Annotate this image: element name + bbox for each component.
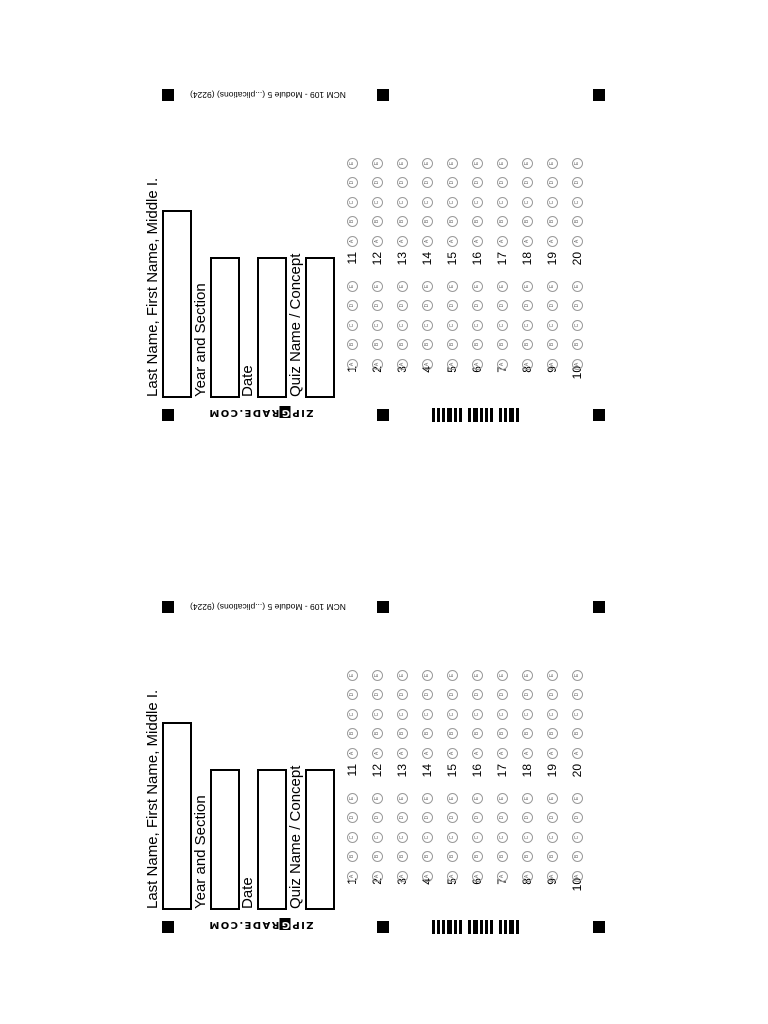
- answer-bubble-e[interactable]: E: [522, 793, 533, 804]
- answer-bubble-b[interactable]: B: [522, 339, 533, 350]
- question-number: 12: [370, 764, 384, 778]
- answer-bubble-a[interactable]: A: [422, 359, 433, 370]
- answer-bubble-d[interactable]: D: [472, 812, 483, 823]
- answer-bubble-a[interactable]: A: [497, 236, 508, 247]
- answer-bubble-a[interactable]: A: [547, 748, 558, 759]
- alignment-marker: [593, 601, 605, 613]
- question-number: 1: [345, 366, 359, 373]
- answer-bubble-c[interactable]: C: [372, 197, 383, 208]
- answer-bubble-d[interactable]: D: [472, 689, 483, 700]
- name-box[interactable]: [162, 722, 192, 910]
- answer-bubble-e[interactable]: E: [397, 793, 408, 804]
- question-number: 3: [395, 878, 409, 885]
- answer-bubble-d[interactable]: D: [547, 812, 558, 823]
- answer-bubble-a[interactable]: A: [397, 359, 408, 370]
- question-number: 16: [470, 252, 484, 266]
- answer-bubble-a[interactable]: A: [447, 748, 458, 759]
- answer-bubble-c[interactable]: C: [372, 832, 383, 843]
- question-number: 10: [570, 366, 584, 380]
- answer-bubble-c[interactable]: C: [547, 197, 558, 208]
- question-number: 1: [345, 878, 359, 885]
- answer-bubble-c[interactable]: C: [397, 709, 408, 720]
- question-number: 5: [445, 878, 459, 885]
- answer-bubble-c[interactable]: C: [447, 320, 458, 331]
- question-number: 17: [495, 252, 509, 266]
- answer-bubble-b[interactable]: B: [372, 216, 383, 227]
- answer-bubble-d[interactable]: D: [422, 177, 433, 188]
- answer-bubble-c[interactable]: C: [522, 320, 533, 331]
- barcode: [432, 408, 519, 422]
- year-section-box[interactable]: [210, 769, 240, 910]
- answer-bubble-a[interactable]: A: [397, 748, 408, 759]
- answer-bubble-e[interactable]: E: [522, 670, 533, 681]
- answer-bubble-d[interactable]: D: [572, 812, 583, 823]
- answer-bubble-b[interactable]: B: [447, 216, 458, 227]
- quiz-label: Quiz Name / Concept: [287, 765, 304, 909]
- quiz-label: Quiz Name / Concept: [287, 253, 304, 397]
- alignment-marker: [377, 601, 389, 613]
- answer-bubble-d[interactable]: D: [547, 300, 558, 311]
- answer-bubble-e[interactable]: E: [522, 281, 533, 292]
- answer-bubble-b[interactable]: B: [372, 851, 383, 862]
- answer-bubble-a[interactable]: A: [397, 871, 408, 882]
- answer-bubble-a[interactable]: A: [497, 871, 508, 882]
- question-number: 9: [545, 878, 559, 885]
- answer-bubble-e[interactable]: E: [572, 670, 583, 681]
- answer-bubble-e[interactable]: E: [397, 158, 408, 169]
- answer-bubble-d[interactable]: D: [522, 689, 533, 700]
- answer-bubble-e[interactable]: E: [447, 281, 458, 292]
- answer-bubble-d[interactable]: D: [522, 300, 533, 311]
- quiz-box[interactable]: [305, 769, 335, 910]
- answer-bubble-e[interactable]: E: [572, 158, 583, 169]
- answer-bubble-d[interactable]: D: [497, 177, 508, 188]
- answer-bubble-b[interactable]: B: [447, 339, 458, 350]
- answer-bubble-b[interactable]: B: [422, 339, 433, 350]
- question-number: 11: [345, 252, 359, 265]
- answer-bubble-e[interactable]: E: [347, 158, 358, 169]
- answer-bubble-a[interactable]: A: [347, 748, 358, 759]
- answer-bubble-c[interactable]: C: [347, 832, 358, 843]
- answer-bubble-a[interactable]: A: [372, 748, 383, 759]
- answer-bubble-d[interactable]: D: [547, 177, 558, 188]
- answer-bubble-d[interactable]: D: [497, 812, 508, 823]
- answer-bubble-a[interactable]: A: [472, 359, 483, 370]
- answer-bubble-b[interactable]: B: [522, 851, 533, 862]
- date-label: Date: [239, 365, 256, 397]
- answer-bubble-b[interactable]: B: [497, 216, 508, 227]
- answer-bubble-e[interactable]: E: [397, 281, 408, 292]
- answer-bubble-d[interactable]: D: [522, 177, 533, 188]
- answer-bubble-b[interactable]: B: [572, 728, 583, 739]
- alignment-marker: [377, 921, 389, 933]
- answer-bubble-a[interactable]: A: [372, 236, 383, 247]
- answer-bubble-a[interactable]: A: [422, 871, 433, 882]
- question-number: 4: [420, 366, 434, 373]
- answer-bubble-c[interactable]: C: [397, 197, 408, 208]
- answer-bubble-e[interactable]: E: [397, 670, 408, 681]
- answer-bubble-e[interactable]: E: [522, 158, 533, 169]
- zipgrade-logo: ZIPGRADE.COM: [208, 407, 314, 418]
- answer-bubble-a[interactable]: A: [572, 871, 583, 882]
- answer-bubble-a[interactable]: A: [522, 871, 533, 882]
- answer-bubble-d[interactable]: D: [347, 689, 358, 700]
- answer-bubble-e[interactable]: E: [472, 158, 483, 169]
- answer-bubble-a[interactable]: A: [547, 359, 558, 370]
- answer-bubble-c[interactable]: C: [547, 832, 558, 843]
- quiz-title: NCM 109 - Module 5 (...plications) (9224): [190, 90, 346, 100]
- answer-bubble-b[interactable]: B: [472, 339, 483, 350]
- answer-bubble-c[interactable]: C: [347, 709, 358, 720]
- answer-bubble-d[interactable]: D: [572, 177, 583, 188]
- answer-bubble-c[interactable]: C: [397, 832, 408, 843]
- answer-bubble-a[interactable]: A: [572, 359, 583, 370]
- answer-bubble-c[interactable]: C: [372, 320, 383, 331]
- answer-bubble-d[interactable]: D: [347, 812, 358, 823]
- answer-bubble-e[interactable]: E: [347, 670, 358, 681]
- year-section-label: Year and Section: [192, 795, 209, 909]
- answer-bubble-e[interactable]: E: [497, 158, 508, 169]
- answer-bubble-d[interactable]: D: [372, 689, 383, 700]
- answer-bubble-b[interactable]: B: [372, 728, 383, 739]
- answer-bubble-b[interactable]: B: [422, 216, 433, 227]
- answer-bubble-a[interactable]: A: [522, 359, 533, 370]
- answer-bubble-c[interactable]: C: [347, 320, 358, 331]
- answer-bubble-d[interactable]: D: [497, 689, 508, 700]
- date-box[interactable]: [257, 769, 287, 910]
- question-number: 6: [470, 878, 484, 885]
- answer-bubble-d[interactable]: D: [372, 177, 383, 188]
- answer-bubble-c[interactable]: C: [572, 197, 583, 208]
- question-number: 12: [370, 252, 384, 266]
- answer-bubble-e[interactable]: E: [422, 158, 433, 169]
- answer-bubble-b[interactable]: B: [547, 339, 558, 350]
- alignment-marker: [593, 89, 605, 101]
- answer-bubble-d[interactable]: D: [347, 177, 358, 188]
- answer-bubble-a[interactable]: A: [572, 748, 583, 759]
- alignment-marker: [162, 89, 174, 101]
- answer-bubble-b[interactable]: B: [472, 851, 483, 862]
- question-number: 7: [495, 366, 509, 373]
- question-number: 8: [520, 366, 534, 373]
- answer-bubble-c[interactable]: C: [522, 197, 533, 208]
- answer-bubble-b[interactable]: B: [472, 216, 483, 227]
- answer-bubble-e[interactable]: E: [372, 670, 383, 681]
- question-number: 10: [570, 878, 584, 892]
- answer-bubble-c[interactable]: C: [497, 197, 508, 208]
- barcode: [432, 920, 519, 934]
- barcode-bar: [516, 920, 519, 934]
- question-number: 17: [495, 764, 509, 778]
- answer-bubble-c[interactable]: C: [572, 320, 583, 331]
- answer-bubble-e[interactable]: E: [347, 793, 358, 804]
- answer-bubble-c[interactable]: C: [472, 320, 483, 331]
- question-number: 20: [570, 252, 584, 266]
- answer-bubble-c[interactable]: C: [497, 320, 508, 331]
- answer-bubble-e[interactable]: E: [447, 793, 458, 804]
- question-number: 6: [470, 366, 484, 373]
- question-number: 13: [395, 764, 409, 778]
- answer-bubble-d[interactable]: D: [472, 177, 483, 188]
- question-number: 3: [395, 366, 409, 373]
- zipgrade-logo: ZIPGRADE.COM: [208, 919, 314, 930]
- question-number: 2: [370, 878, 384, 885]
- question-number: 20: [570, 764, 584, 778]
- answer-bubble-a[interactable]: A: [497, 359, 508, 370]
- answer-bubble-a[interactable]: A: [522, 748, 533, 759]
- answer-bubble-b[interactable]: B: [572, 339, 583, 350]
- quiz-title: NCM 109 - Module 5 (...plications) (9224): [190, 602, 346, 612]
- answer-bubble-c[interactable]: C: [472, 709, 483, 720]
- name-label: Last Name, First Name, Middle I.: [144, 689, 161, 909]
- answer-bubble-c[interactable]: C: [472, 832, 483, 843]
- answer-bubble-e[interactable]: E: [472, 281, 483, 292]
- answer-bubble-a[interactable]: A: [447, 236, 458, 247]
- answer-bubble-a[interactable]: A: [372, 359, 383, 370]
- barcode-bar: [516, 408, 519, 422]
- answer-bubble-b[interactable]: B: [497, 339, 508, 350]
- question-number: 2: [370, 366, 384, 373]
- question-number: 15: [445, 252, 459, 266]
- question-number: 13: [395, 252, 409, 266]
- answer-bubble-c[interactable]: C: [447, 832, 458, 843]
- answer-bubble-b[interactable]: B: [422, 851, 433, 862]
- answer-bubble-d[interactable]: D: [372, 812, 383, 823]
- answer-bubble-c[interactable]: C: [447, 709, 458, 720]
- quiz-box[interactable]: [305, 257, 335, 398]
- answer-bubble-d[interactable]: D: [497, 300, 508, 311]
- answer-bubble-d[interactable]: D: [397, 177, 408, 188]
- answer-bubble-b[interactable]: B: [522, 216, 533, 227]
- answer-bubble-c[interactable]: C: [422, 832, 433, 843]
- answer-bubble-e[interactable]: E: [447, 670, 458, 681]
- answer-bubble-d[interactable]: D: [422, 689, 433, 700]
- answer-bubble-e[interactable]: E: [547, 158, 558, 169]
- answer-bubble-d[interactable]: D: [572, 300, 583, 311]
- answer-bubble-a[interactable]: A: [547, 871, 558, 882]
- answer-bubble-d[interactable]: D: [447, 300, 458, 311]
- answer-bubble-b[interactable]: B: [447, 728, 458, 739]
- answer-bubble-e[interactable]: E: [372, 793, 383, 804]
- question-number: 18: [520, 252, 534, 266]
- answer-bubble-d[interactable]: D: [547, 689, 558, 700]
- question-number: 9: [545, 366, 559, 373]
- answer-bubble-e[interactable]: E: [472, 793, 483, 804]
- question-number: 14: [420, 252, 434, 266]
- answer-bubble-e[interactable]: E: [497, 670, 508, 681]
- answer-bubble-a[interactable]: A: [472, 748, 483, 759]
- alignment-marker: [593, 921, 605, 933]
- answer-bubble-c[interactable]: C: [422, 320, 433, 331]
- question-number: 5: [445, 366, 459, 373]
- answer-bubble-e[interactable]: E: [547, 281, 558, 292]
- answer-bubble-b[interactable]: B: [347, 728, 358, 739]
- question-number: 19: [545, 764, 559, 778]
- answer-bubble-a[interactable]: A: [372, 871, 383, 882]
- question-number: 15: [445, 764, 459, 778]
- answer-bubble-e[interactable]: E: [422, 281, 433, 292]
- answer-bubble-d[interactable]: D: [397, 689, 408, 700]
- question-number: 8: [520, 878, 534, 885]
- answer-bubble-c[interactable]: C: [522, 832, 533, 843]
- alignment-marker: [377, 89, 389, 101]
- question-number: 7: [495, 878, 509, 885]
- answer-bubble-d[interactable]: D: [372, 300, 383, 311]
- answer-bubble-d[interactable]: D: [447, 177, 458, 188]
- answer-bubble-b[interactable]: B: [522, 728, 533, 739]
- alignment-marker: [162, 409, 174, 421]
- question-number: 16: [470, 764, 484, 778]
- question-number: 14: [420, 764, 434, 778]
- year-section-label: Year and Section: [192, 283, 209, 397]
- answer-bubble-b[interactable]: B: [472, 728, 483, 739]
- answer-bubble-e[interactable]: E: [472, 670, 483, 681]
- answer-bubble-d[interactable]: D: [472, 300, 483, 311]
- answer-bubble-a[interactable]: A: [347, 236, 358, 247]
- answer-bubble-e[interactable]: E: [547, 793, 558, 804]
- answer-bubble-b[interactable]: B: [397, 216, 408, 227]
- answer-bubble-e[interactable]: E: [347, 281, 358, 292]
- answer-bubble-b[interactable]: B: [372, 339, 383, 350]
- answer-bubble-b[interactable]: B: [547, 728, 558, 739]
- answer-bubble-a[interactable]: A: [522, 236, 533, 247]
- answer-bubble-c[interactable]: C: [347, 197, 358, 208]
- answer-bubble-a[interactable]: A: [422, 236, 433, 247]
- answer-bubble-c[interactable]: C: [422, 197, 433, 208]
- question-number: 11: [345, 764, 359, 777]
- answer-bubble-c[interactable]: C: [447, 197, 458, 208]
- alignment-marker: [162, 921, 174, 933]
- answer-bubble-a[interactable]: A: [447, 359, 458, 370]
- date-label: Date: [239, 877, 256, 909]
- answer-bubble-a[interactable]: A: [347, 871, 358, 882]
- answer-bubble-d[interactable]: D: [347, 300, 358, 311]
- answer-bubble-b[interactable]: B: [497, 851, 508, 862]
- answer-bubble-e[interactable]: E: [447, 158, 458, 169]
- answer-bubble-b[interactable]: B: [397, 728, 408, 739]
- alignment-marker: [162, 601, 174, 613]
- answer-bubble-e[interactable]: E: [422, 793, 433, 804]
- answer-bubble-e[interactable]: E: [572, 281, 583, 292]
- answer-bubble-c[interactable]: C: [472, 197, 483, 208]
- answer-bubble-d[interactable]: D: [572, 689, 583, 700]
- answer-bubble-a[interactable]: A: [397, 236, 408, 247]
- answer-bubble-c[interactable]: C: [547, 709, 558, 720]
- answer-bubble-a[interactable]: A: [472, 871, 483, 882]
- answer-bubble-b[interactable]: B: [347, 851, 358, 862]
- answer-bubble-c[interactable]: C: [522, 709, 533, 720]
- answer-bubble-b[interactable]: B: [572, 851, 583, 862]
- name-label: Last Name, First Name, Middle I.: [144, 177, 161, 397]
- answer-bubble-a[interactable]: A: [497, 748, 508, 759]
- answer-bubble-d[interactable]: D: [447, 689, 458, 700]
- answer-bubble-d[interactable]: D: [522, 812, 533, 823]
- answer-bubble-e[interactable]: E: [372, 158, 383, 169]
- answer-bubble-b[interactable]: B: [397, 851, 408, 862]
- answer-bubble-b[interactable]: B: [347, 339, 358, 350]
- question-number: 4: [420, 878, 434, 885]
- answer-bubble-e[interactable]: E: [547, 670, 558, 681]
- answer-bubble-c[interactable]: C: [572, 832, 583, 843]
- date-box[interactable]: [257, 257, 287, 398]
- answer-bubble-a[interactable]: A: [572, 236, 583, 247]
- answer-bubble-d[interactable]: D: [397, 300, 408, 311]
- question-number: 18: [520, 764, 534, 778]
- answer-bubble-e[interactable]: E: [422, 670, 433, 681]
- answer-bubble-c[interactable]: C: [397, 320, 408, 331]
- answer-bubble-a[interactable]: A: [422, 748, 433, 759]
- answer-bubble-c[interactable]: C: [572, 709, 583, 720]
- answer-bubble-b[interactable]: B: [547, 851, 558, 862]
- answer-bubble-b[interactable]: B: [347, 216, 358, 227]
- answer-bubble-d[interactable]: D: [422, 812, 433, 823]
- answer-bubble-c[interactable]: C: [422, 709, 433, 720]
- answer-bubble-a[interactable]: A: [447, 871, 458, 882]
- answer-sheet-2: [0, 512, 768, 1024]
- answer-bubble-c[interactable]: C: [547, 320, 558, 331]
- answer-bubble-e[interactable]: E: [497, 793, 508, 804]
- answer-bubble-b[interactable]: B: [397, 339, 408, 350]
- alignment-marker: [593, 409, 605, 421]
- answer-bubble-b[interactable]: B: [447, 851, 458, 862]
- answer-bubble-d[interactable]: D: [447, 812, 458, 823]
- question-number: 19: [545, 252, 559, 266]
- answer-bubble-a[interactable]: A: [347, 359, 358, 370]
- answer-bubble-b[interactable]: B: [547, 216, 558, 227]
- year-section-box[interactable]: [210, 257, 240, 398]
- answer-bubble-a[interactable]: A: [472, 236, 483, 247]
- answer-bubble-e[interactable]: E: [572, 793, 583, 804]
- answer-bubble-d[interactable]: D: [397, 812, 408, 823]
- name-box[interactable]: [162, 210, 192, 398]
- answer-bubble-b[interactable]: B: [422, 728, 433, 739]
- answer-bubble-c[interactable]: C: [372, 709, 383, 720]
- answer-bubble-d[interactable]: D: [422, 300, 433, 311]
- answer-bubble-c[interactable]: C: [497, 709, 508, 720]
- alignment-marker: [377, 409, 389, 421]
- answer-bubble-c[interactable]: C: [497, 832, 508, 843]
- answer-bubble-b[interactable]: B: [572, 216, 583, 227]
- answer-bubble-e[interactable]: E: [372, 281, 383, 292]
- answer-bubble-a[interactable]: A: [547, 236, 558, 247]
- answer-bubble-b[interactable]: B: [497, 728, 508, 739]
- answer-bubble-e[interactable]: E: [497, 281, 508, 292]
